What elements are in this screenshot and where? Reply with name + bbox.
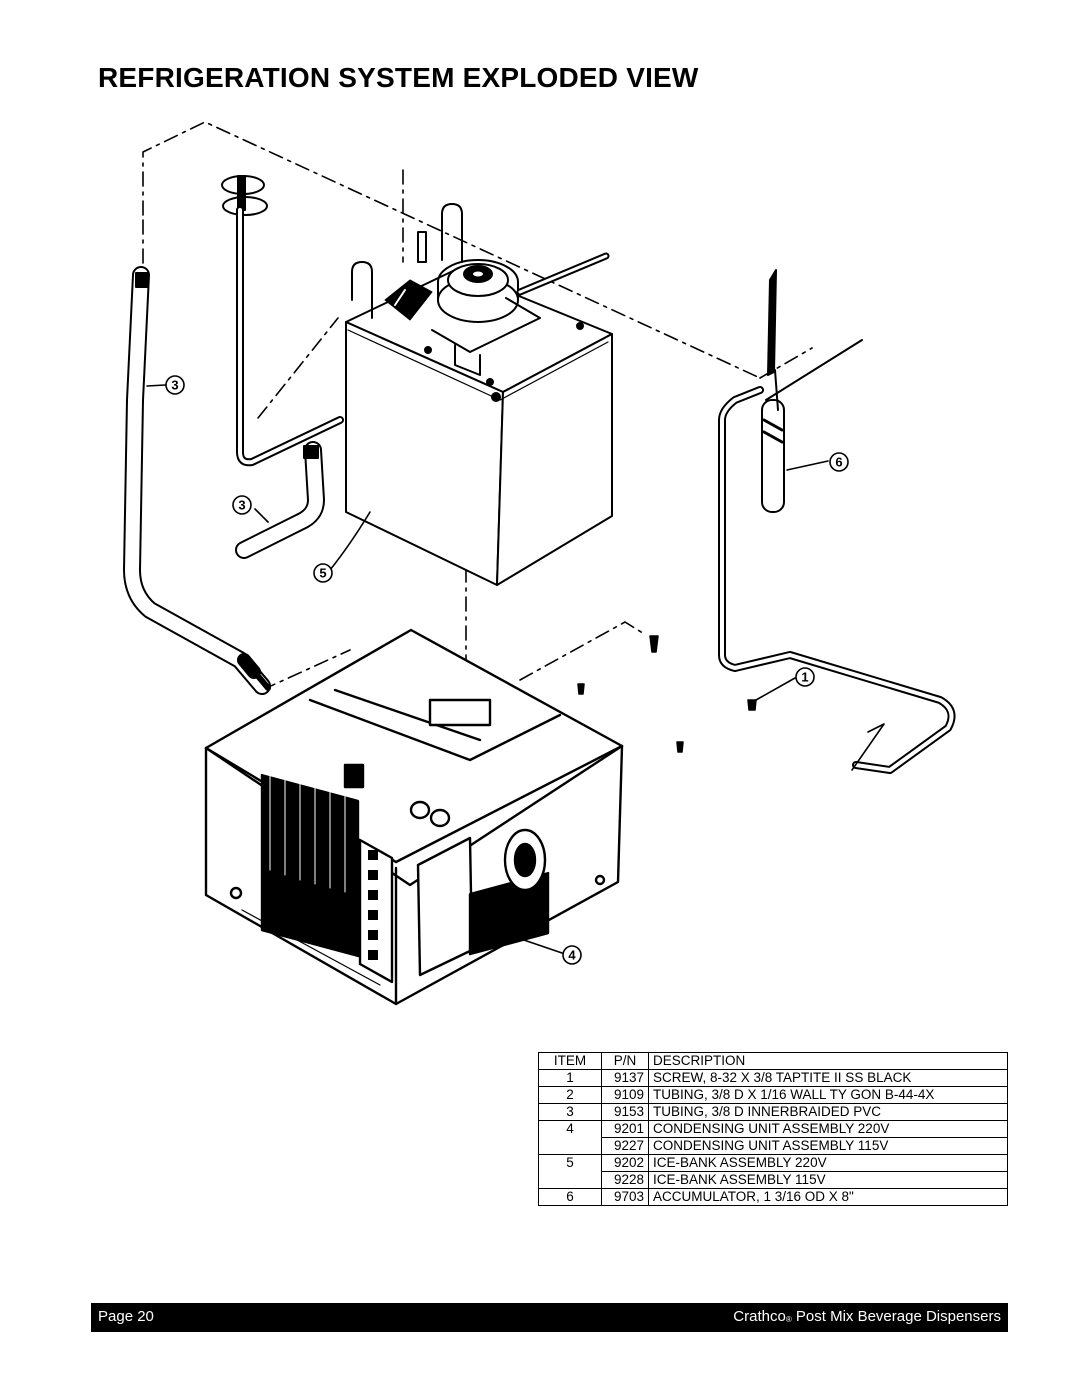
footer-product: Post Mix Beverage Dispensers — [791, 1308, 1001, 1325]
row-pn: 9109 — [602, 1087, 649, 1104]
table-row — [539, 1087, 1008, 1104]
callout-1 — [796, 668, 814, 686]
table-row — [539, 1104, 1008, 1121]
row-description: TUBING, 3/8 D X 1/16 WALL TY GON B-44-4X — [649, 1087, 1008, 1104]
table-row — [539, 1155, 1008, 1172]
row-description: ICE-BANK ASSEMBLY 220V — [649, 1155, 1008, 1172]
parts-table — [538, 1052, 1008, 1206]
header-description: DESCRIPTION — [649, 1053, 1008, 1070]
page-number: Page 20 — [98, 1308, 154, 1325]
row-item: 6 — [539, 1189, 602, 1206]
callout-4-label: 4 — [568, 947, 576, 963]
page-footer — [91, 1303, 1008, 1332]
callout-5-label: 5 — [319, 565, 327, 581]
header-item: ITEM — [539, 1053, 602, 1070]
row-pn: 9202 — [602, 1155, 649, 1172]
callout-3b — [233, 496, 251, 514]
callout-4 — [563, 946, 581, 964]
row-pn: 9703 — [602, 1189, 649, 1206]
footer-brand: Crathco — [733, 1308, 786, 1325]
row-pn: 9137 — [602, 1070, 649, 1087]
registered-mark: ® — [785, 1315, 792, 1324]
row-description: CONDENSING UNIT ASSEMBLY 220V — [649, 1121, 1008, 1138]
callout-1-label: 1 — [801, 669, 809, 685]
table-row — [539, 1070, 1008, 1087]
row-pn: 9153 — [602, 1104, 649, 1121]
callout-5 — [314, 564, 332, 582]
row-description: ICE-BANK ASSEMBLY 115V — [649, 1172, 1008, 1189]
page-title: REFRIGERATION SYSTEM EXPLODED VIEW — [98, 62, 699, 93]
callout-3a — [166, 376, 184, 394]
row-item: 2 — [539, 1087, 602, 1104]
table-row — [539, 1172, 1008, 1189]
table-row — [539, 1121, 1008, 1138]
row-item — [539, 1172, 602, 1189]
table-row — [539, 1138, 1008, 1155]
row-item: 5 — [539, 1155, 602, 1172]
callout-6-label: 6 — [835, 454, 843, 470]
row-item: 4 — [539, 1121, 602, 1138]
row-item: 1 — [539, 1070, 602, 1087]
row-pn: 9227 — [602, 1138, 649, 1155]
table-row — [539, 1189, 1008, 1206]
row-description: TUBING, 3/8 D INNERBRAIDED PVC — [649, 1104, 1008, 1121]
parts-table-header — [539, 1053, 1008, 1070]
row-item — [539, 1138, 602, 1155]
callout-6 — [830, 453, 848, 471]
row-description: CONDENSING UNIT ASSEMBLY 115V — [649, 1138, 1008, 1155]
row-item: 3 — [539, 1104, 602, 1121]
row-pn: 9201 — [602, 1121, 649, 1138]
callout-3a-label: 3 — [171, 377, 179, 393]
row-description: ACCUMULATOR, 1 3/16 OD X 8" — [649, 1189, 1008, 1206]
callout-3b-label: 3 — [238, 497, 246, 513]
row-description: SCREW, 8-32 X 3/8 TAPTITE II SS BLACK — [649, 1070, 1008, 1087]
footer-product-line — [733, 1308, 1001, 1325]
header-pn: P/N — [602, 1053, 649, 1070]
row-pn: 9228 — [602, 1172, 649, 1189]
